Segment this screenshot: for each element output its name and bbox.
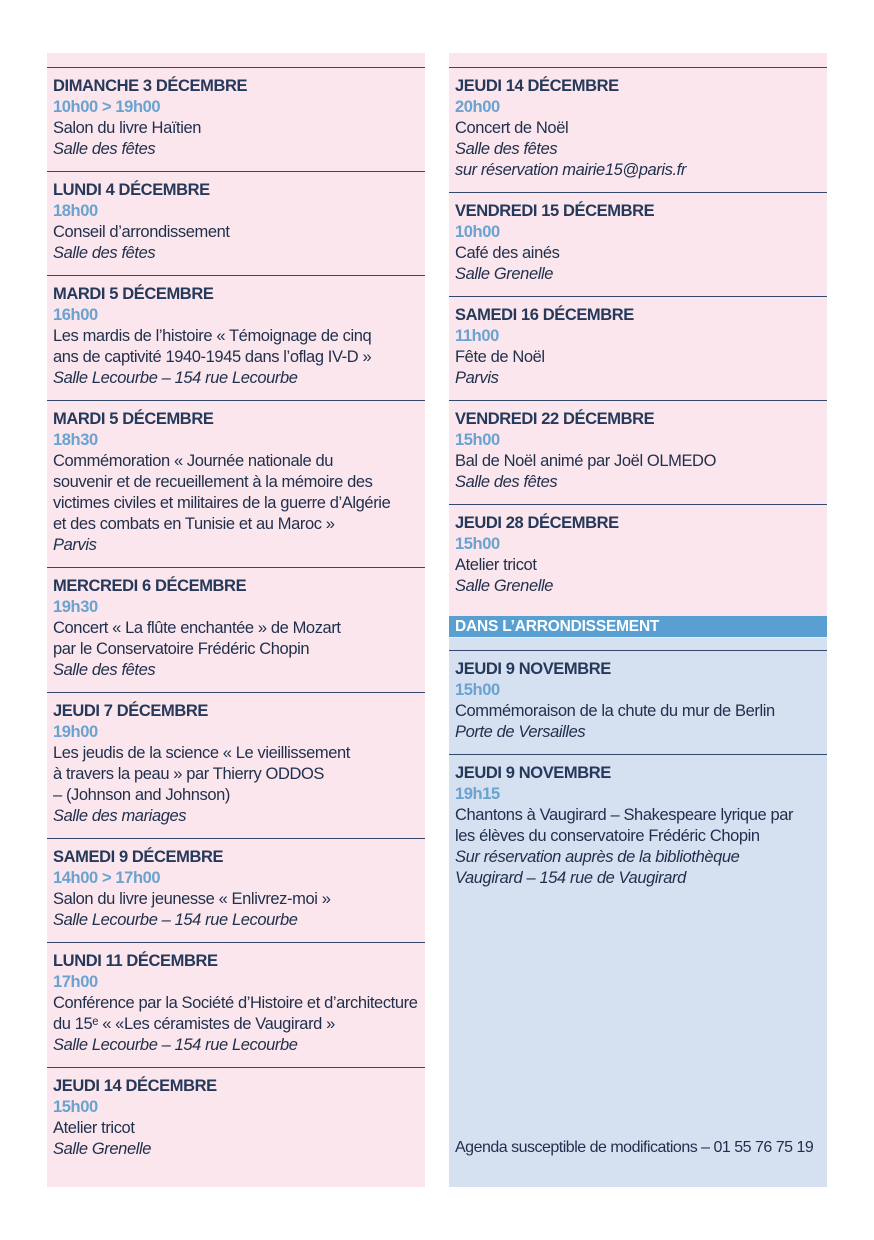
event-time: 19h00 bbox=[53, 723, 98, 741]
event-place: Salle Lecourbe – 154 rue Lecourbe bbox=[53, 369, 298, 387]
event-time: 15h00 bbox=[455, 681, 500, 699]
event-place: Salle des fêtes bbox=[53, 244, 156, 262]
event-time: 20h00 bbox=[455, 98, 500, 116]
event-entry bbox=[47, 1067, 425, 1160]
event-entry bbox=[47, 567, 425, 681]
event-entry bbox=[47, 171, 425, 264]
event-title: Chantons à Vaugirard – Shakespeare lyrique par les élèves du conservatoire Frédéric Chopin bbox=[455, 806, 794, 845]
event-entry bbox=[47, 692, 425, 827]
event-time: 17h00 bbox=[53, 973, 98, 991]
event-title: Salon du livre jeunesse « Enlivrez-moi » bbox=[53, 890, 331, 908]
event-time: 14h00 > 17h00 bbox=[53, 869, 161, 887]
event-place: Salle des fêtes bbox=[53, 661, 156, 679]
event-day: VENDREDI 22 DÉCEMBRE bbox=[455, 410, 655, 428]
event-title: Atelier tricot bbox=[455, 556, 537, 574]
event-entry bbox=[47, 942, 425, 1056]
event-place: Sur réservation auprès de la bibliothèque Vaugirard – 154 rue de Vaugirard bbox=[455, 848, 740, 887]
event-title: Fête de Noël bbox=[455, 348, 545, 366]
event-title: Café des ainés bbox=[455, 244, 560, 262]
footer-note: Agenda susceptible de modifications – 01 55 76 75 19 bbox=[455, 1139, 814, 1156]
event-entry bbox=[449, 67, 827, 181]
event-day: MARDI 5 DÉCEMBRE bbox=[53, 285, 214, 303]
event-entry bbox=[47, 400, 425, 556]
event-day: SAMEDI 16 DÉCEMBRE bbox=[455, 306, 634, 324]
event-day: LUNDI 4 DÉCEMBRE bbox=[53, 181, 210, 199]
event-title: Les jeudis de la science « Le vieillissement à travers la peau » par Thierry ODDOS – (Johnson and Johnson) bbox=[53, 744, 350, 804]
section-header: DANS L’ARRONDISSEMENT bbox=[449, 616, 827, 637]
event-title: Salon du livre Haïtien bbox=[53, 119, 202, 137]
event-time: 11h00 bbox=[455, 327, 499, 345]
event-entry bbox=[449, 754, 827, 889]
event-time: 10h00 bbox=[455, 223, 500, 241]
event-time: 16h00 bbox=[53, 306, 98, 324]
event-title: Bal de Noël animé par Joël OLMEDO bbox=[455, 452, 717, 470]
event-place: Salle Grenelle bbox=[455, 265, 554, 283]
event-time: 18h30 bbox=[53, 431, 98, 449]
event-place: Salle des fêtes bbox=[455, 473, 558, 491]
event-place: Salle des fêtes bbox=[53, 140, 156, 158]
arrondissement-panel bbox=[449, 638, 827, 1187]
event-entry bbox=[47, 275, 425, 389]
event-time: 18h00 bbox=[53, 202, 98, 220]
event-time: 19h15 bbox=[455, 785, 500, 803]
event-day: VENDREDI 15 DÉCEMBRE bbox=[455, 202, 655, 220]
event-day: LUNDI 11 DÉCEMBRE bbox=[53, 952, 218, 970]
event-title: Conseil d’arrondissement bbox=[53, 223, 230, 241]
event-day: JEUDI 7 DÉCEMBRE bbox=[53, 702, 208, 720]
event-entry bbox=[449, 192, 827, 285]
event-place: Parvis bbox=[455, 369, 499, 387]
event-title: Concert de Noël bbox=[455, 119, 569, 137]
event-day: DIMANCHE 3 DÉCEMBRE bbox=[53, 77, 248, 95]
event-time: 15h00 bbox=[455, 535, 500, 553]
event-entry bbox=[47, 67, 425, 160]
event-time: 10h00 > 19h00 bbox=[53, 98, 161, 116]
event-day: MARDI 5 DÉCEMBRE bbox=[53, 410, 214, 428]
event-place: Salle des fêtes sur réservation mairie15@paris.fr bbox=[455, 140, 686, 179]
event-time: 19h30 bbox=[53, 598, 98, 616]
event-title: Conférence par la Société d’Histoire et d’architecture du 15ᵉ « «Les céramistes de Vaugirard » bbox=[53, 994, 418, 1033]
event-entry bbox=[449, 296, 827, 389]
event-title: Commémoration « Journée nationale du souvenir et de recueillement à la mémoire des victimes civiles et militaires de la guerre d’Algérie et des combats en Tunisie et au Maroc » bbox=[53, 452, 391, 533]
event-place: Salle Lecourbe – 154 rue Lecourbe bbox=[53, 1036, 298, 1054]
event-title: Atelier tricot bbox=[53, 1119, 135, 1137]
left-column bbox=[47, 53, 425, 1187]
event-place: Salle Grenelle bbox=[455, 577, 554, 595]
event-title: Commémoraison de la chute du mur de Berlin bbox=[455, 702, 775, 720]
event-title: Concert « La flûte enchantée » de Mozart par le Conservatoire Frédéric Chopin bbox=[53, 619, 341, 658]
event-entry bbox=[47, 838, 425, 931]
event-place: Salle Grenelle bbox=[53, 1140, 152, 1158]
event-day: JEUDI 14 DÉCEMBRE bbox=[455, 77, 619, 95]
event-place: Porte de Versailles bbox=[455, 723, 586, 741]
event-entry bbox=[449, 504, 827, 597]
event-day: JEUDI 28 DÉCEMBRE bbox=[455, 514, 619, 532]
event-entry bbox=[449, 650, 827, 743]
event-place: Parvis bbox=[53, 536, 97, 554]
event-day: MERCREDI 6 DÉCEMBRE bbox=[53, 577, 247, 595]
event-place: Salle Lecourbe – 154 rue Lecourbe bbox=[53, 911, 298, 929]
event-title: Les mardis de l’histoire « Témoignage de cinq ans de captivité 1940-1945 dans l’oflag IV-D » bbox=[53, 327, 372, 366]
event-entry bbox=[449, 400, 827, 493]
event-day: SAMEDI 9 DÉCEMBRE bbox=[53, 848, 224, 866]
event-day: JEUDI 9 NOVEMBRE bbox=[455, 764, 611, 782]
event-time: 15h00 bbox=[455, 431, 500, 449]
event-time: 15h00 bbox=[53, 1098, 98, 1116]
event-day: JEUDI 14 DÉCEMBRE bbox=[53, 1077, 217, 1095]
event-day: JEUDI 9 NOVEMBRE bbox=[455, 660, 611, 678]
event-place: Salle des mariages bbox=[53, 807, 187, 825]
